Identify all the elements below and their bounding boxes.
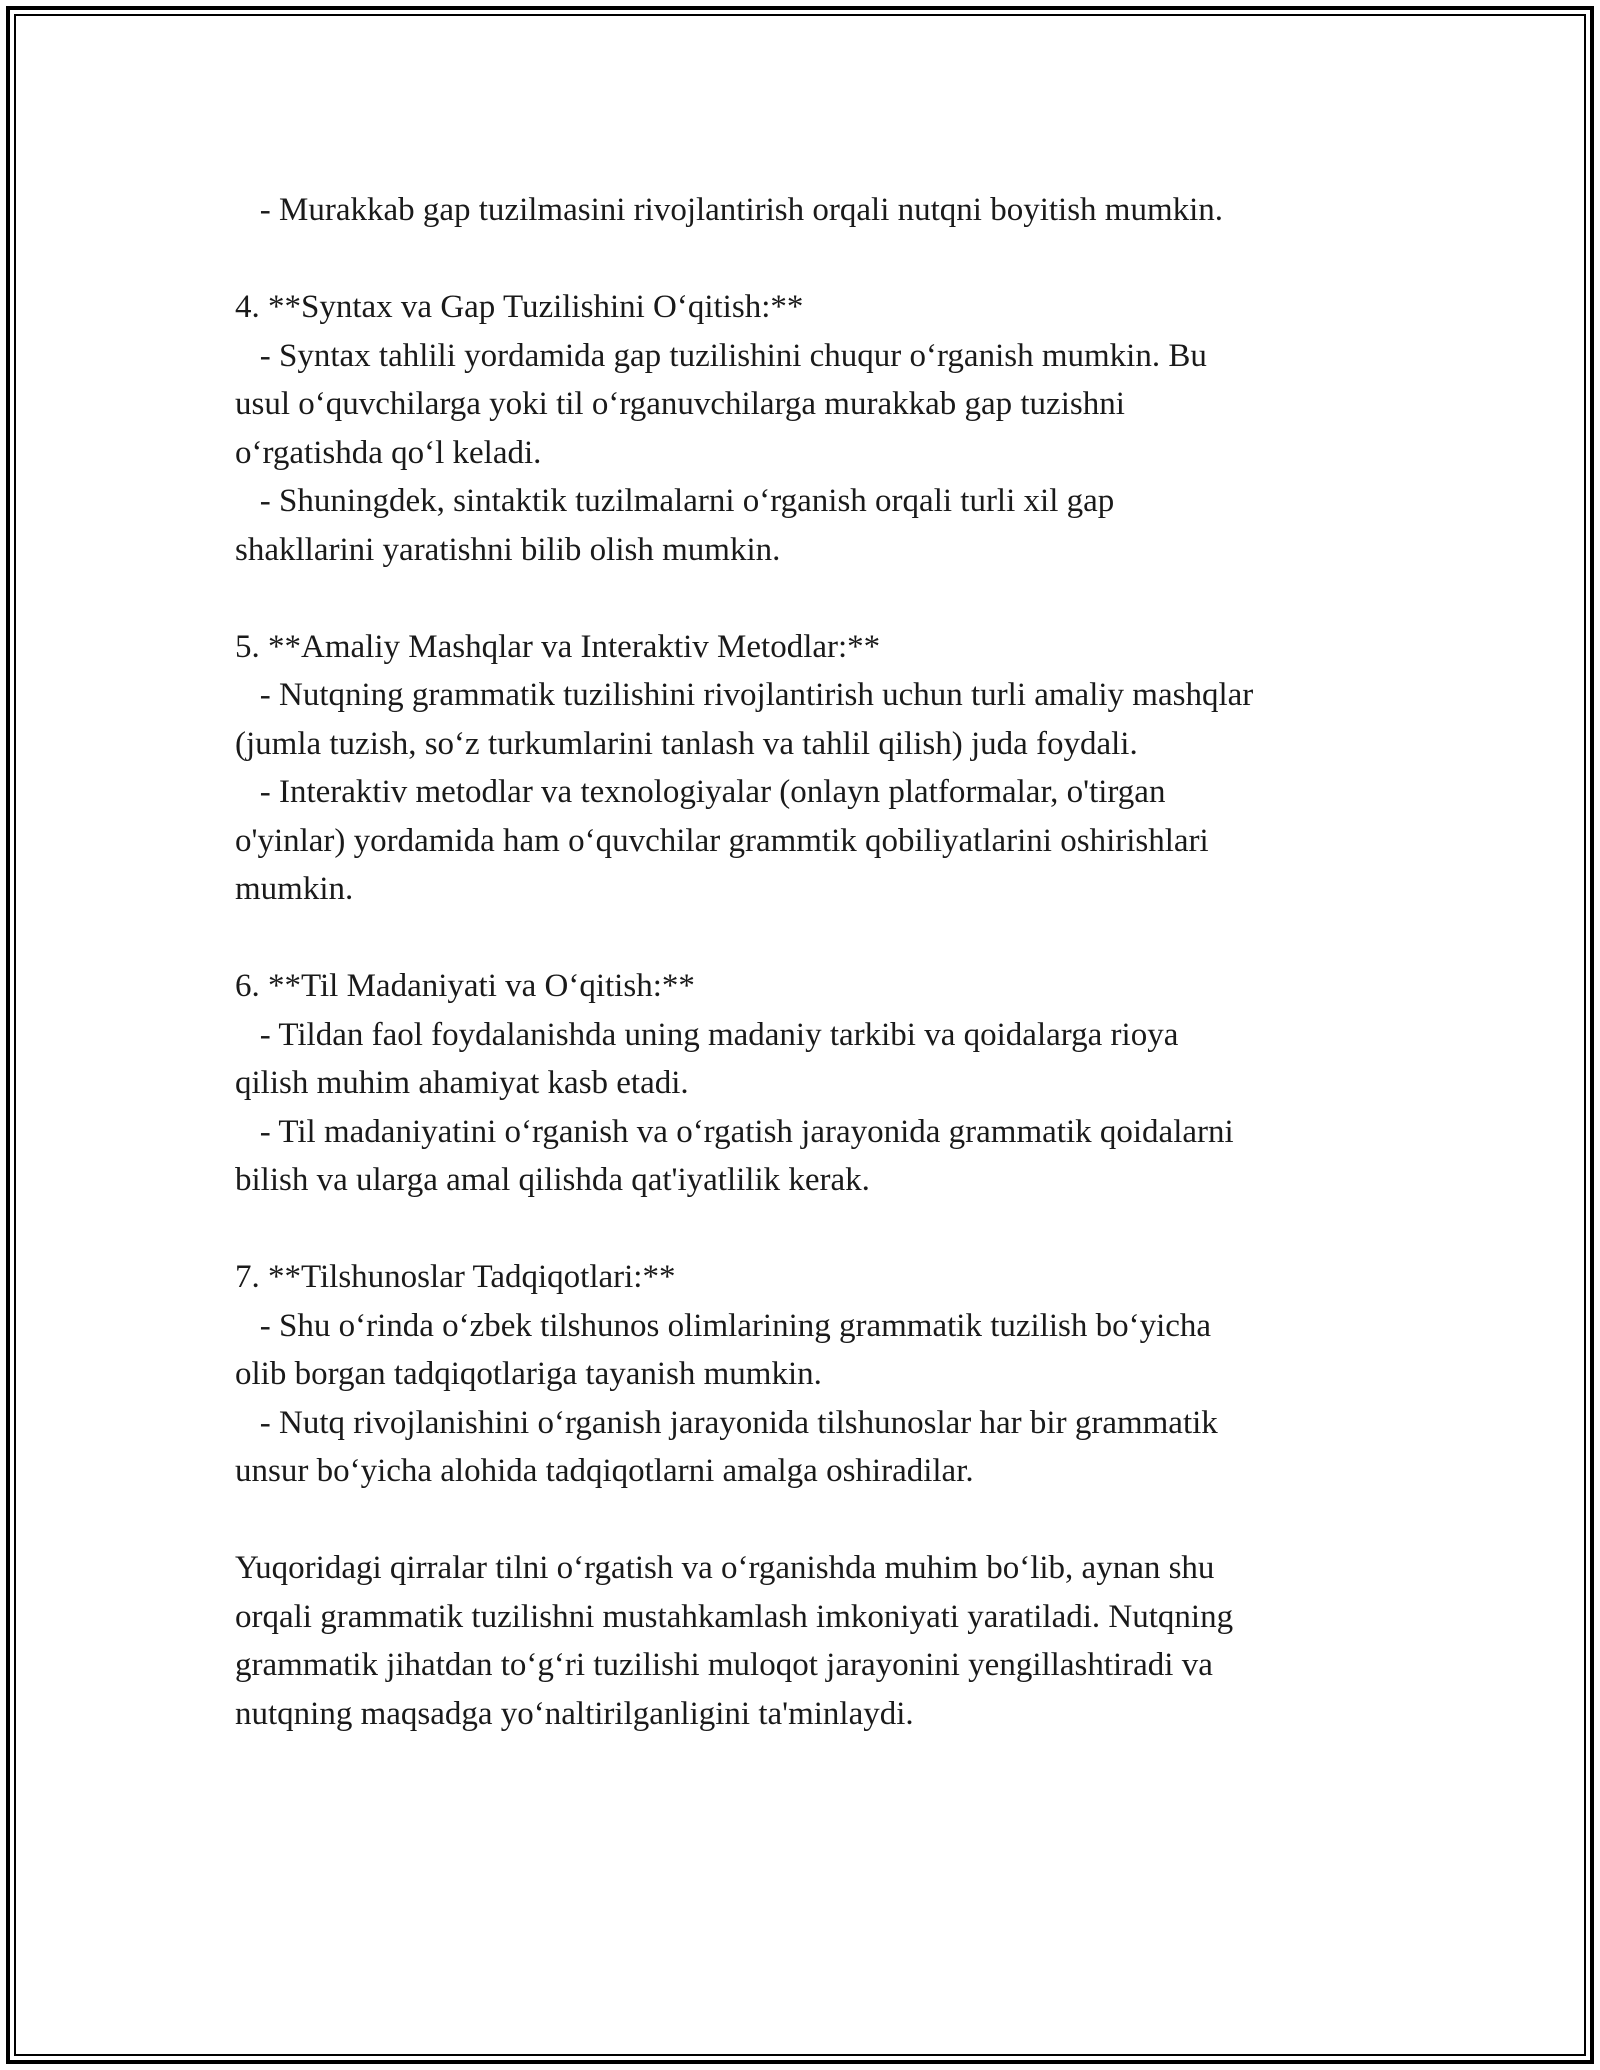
conclusion-line: nutqning maqsadga yo‘naltirilganligini ta'minlaydi. xyxy=(235,1695,914,1732)
blank-line xyxy=(235,1205,1385,1254)
document-body xyxy=(235,186,1385,1738)
text-line: - Shuningdek, sintaktik tuzilmalarni o‘rganish orqali turli xil gap xyxy=(235,483,1115,519)
text-line: unsur bo‘yicha alohida tadqiqotlarni amalga oshiradilar. xyxy=(235,1453,974,1489)
blank-line xyxy=(235,914,1385,963)
blank-line xyxy=(235,574,1385,623)
text-line: usul o‘quvchilarga yoki til o‘rganuvchilarga murakkab gap tuzishni xyxy=(235,386,1125,422)
section-heading: 7. **Tilshunoslar Tadqiqotlari:** xyxy=(235,1259,676,1295)
text-line: - Nutq rivojlanishini o‘rganish jarayonida tilshunoslar har bir grammatik xyxy=(235,1404,1218,1441)
text-line: shakllarini yaratishni bilib olish mumkin. xyxy=(235,531,781,568)
text-line: - Interaktiv metodlar va texnologiyalar (onlayn platformalar, o'tirgan xyxy=(235,774,1166,810)
text-line: - Shu o‘rinda o‘zbek tilshunos olimlarining grammatik tuzilish bo‘yicha xyxy=(235,1307,1212,1344)
text-line: - Nutqning grammatik tuzilishini rivojlantirish uchun turli amaliy mashqlar xyxy=(235,677,1254,713)
conclusion-line: Yuqoridagi qirralar tilni o‘rgatish va o‘rganishda muhim bo‘lib, aynan shu xyxy=(235,1550,1215,1586)
text-line: qilish muhim ahamiyat kasb etadi. xyxy=(235,1065,689,1101)
section-heading: 4. **Syntax va Gap Tuzilishini O‘qitish:** xyxy=(235,289,804,325)
text-line: mumkin. xyxy=(235,871,354,907)
conclusion-line: orqali grammatik tuzilishni mustahkamlash imkoniyati yaratiladi. Nutqning xyxy=(235,1598,1234,1635)
blank-line xyxy=(235,235,1385,284)
text-line: o‘rgatishda qo‘l keladi. xyxy=(235,434,542,471)
text-line: o'yinlar) yordamida ham o‘quvchilar grammtik qobiliyatlarini oshirishlari xyxy=(235,822,1209,859)
text-line: - Syntax tahlili yordamida gap tuzilishini chuqur o‘rganish mumkin. Bu xyxy=(235,337,1207,374)
conclusion-line: grammatik jihatdan to‘g‘ri tuzilishi muloqot jarayonini yengillashtiradi va xyxy=(235,1647,1213,1683)
text-line: bilish va ularga amal qilishda qat'iyatlilik kerak. xyxy=(235,1162,870,1198)
text-line: (jumla tuzish, so‘z turkumlarini tanlash va tahlil qilish) juda foydali. xyxy=(235,725,1138,762)
section-heading: 6. **Til Madaniyati va O‘qitish:** xyxy=(235,968,695,1004)
text-line: olib borgan tadqiqotlariga tayanish mumkin. xyxy=(235,1356,822,1392)
text-line: - Tildan faol foydalanishda uning madaniy tarkibi va qoidalarga rioya xyxy=(235,1016,1179,1053)
text-line: - Murakkab gap tuzilmasini rivojlantirish orqali nutqni boyitish mumkin. xyxy=(235,192,1224,228)
section-heading: 5. **Amaliy Mashqlar va Interaktiv Metodlar:** xyxy=(235,628,881,665)
text-line: - Til madaniyatini o‘rganish va o‘rgatish jarayonida grammatik qoidalarni xyxy=(235,1113,1234,1150)
blank-line xyxy=(235,1496,1385,1545)
